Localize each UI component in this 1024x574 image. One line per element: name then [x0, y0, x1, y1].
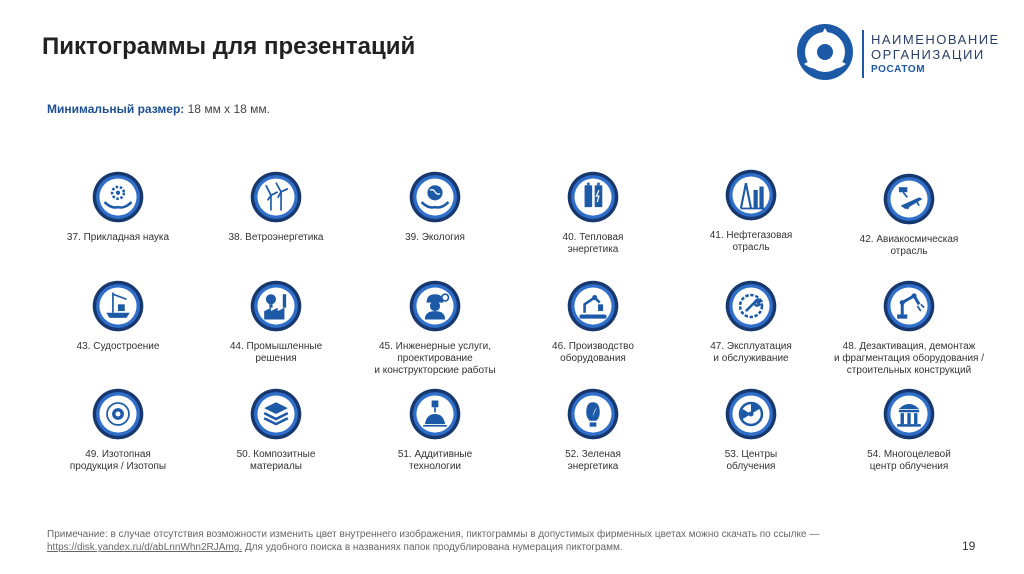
rosatom-logo-icon — [795, 22, 855, 82]
wrench-gear-icon — [724, 279, 778, 333]
pictogram-item — [350, 279, 520, 377]
radiation-center-icon — [724, 387, 778, 441]
engineer-icon — [408, 279, 462, 333]
battery-icon — [566, 170, 620, 224]
pictogram-item — [824, 387, 994, 473]
pictogram-label: 49. Изотопная продукция / Изотопы — [69, 449, 167, 472]
min-size-value: 18 мм х 18 мм. — [184, 102, 270, 116]
pictogram-item — [33, 170, 203, 244]
satellite-plane-icon — [882, 172, 936, 226]
pictogram-item — [666, 387, 836, 473]
leaf-bulb-icon — [566, 387, 620, 441]
page-title: Пиктограммы для презентаций — [42, 33, 416, 60]
pictogram-label: 39. Экология — [405, 232, 465, 243]
pictogram-label: 47. Эксплуатация и обслуживание — [710, 341, 792, 364]
pictogram-item — [508, 387, 678, 473]
pictogram-item — [33, 279, 203, 353]
pictogram-label: 46. Производство оборудования — [552, 341, 634, 364]
printer-3d-icon — [408, 387, 462, 441]
organization-logo — [795, 22, 1000, 84]
pictogram-item — [350, 170, 520, 244]
robot-arm-icon — [882, 279, 936, 333]
download-link[interactable]: https://disk.yandex.ru/d/abLnnWhn2RJAmg. — [47, 542, 243, 553]
pictogram-label: 51. Аддитивные технологии — [397, 449, 473, 472]
pictogram-item — [666, 279, 836, 365]
logo-line-3: РОСАТОМ — [871, 64, 926, 75]
pictogram-label: 44. Промышленные решения — [229, 341, 323, 364]
pictogram-label: 50. Композитные материалы — [236, 449, 316, 472]
footnote-text-2: Для удобного поиска в названиях папок продублирована нумерация пиктограмм. — [242, 542, 623, 553]
footnote-text: Примечание: в случае отсутствия возможности изменить цвет внутреннего изображения, пиктограммы в допустимых фирменных цветах можно скачать по ссылке — — [47, 529, 820, 540]
robot-arm-conveyor-icon — [566, 279, 620, 333]
footnote — [47, 528, 927, 554]
logo-line-2: ОРГАНИЗАЦИИ — [871, 47, 985, 62]
pictogram-item — [191, 387, 361, 473]
pictogram-item — [824, 172, 994, 258]
ship-crane-icon — [91, 279, 145, 333]
layers-icon — [249, 387, 303, 441]
pictogram-label: 42. Авиакосмическая отрасль — [859, 234, 959, 257]
isotope-icon — [91, 387, 145, 441]
min-size-label: Минимальный размер: — [47, 102, 185, 116]
pictogram-label: 45. Инженерные услуги, проектирование и конструкторские работы — [374, 341, 496, 376]
pictogram-label: 37. Прикладная наука — [66, 232, 170, 243]
pictogram-item — [508, 170, 678, 256]
pictogram-item — [508, 279, 678, 365]
pictogram-label: 53. Центры облучения — [724, 449, 778, 472]
min-size-line — [47, 102, 270, 116]
pictogram-item — [33, 387, 203, 473]
pictogram-label: 40. Тепловая энергетика — [562, 232, 624, 255]
page-number: 19 — [962, 539, 976, 553]
gear-hands-icon — [91, 170, 145, 224]
pictogram-item — [191, 279, 361, 365]
factory-bulb-icon — [249, 279, 303, 333]
reactor-building-icon — [882, 387, 936, 441]
pictogram-item — [824, 279, 994, 377]
pictogram-item — [350, 387, 520, 473]
pictogram-label: 43. Судостроение — [76, 341, 160, 352]
wind-turbine-icon — [249, 170, 303, 224]
pictogram-label: 48. Дезактивация, демонтаж и фрагментация оборудования / строительных конструкций — [833, 341, 985, 376]
pictogram-label: 41. Нефтегазовая отрасль — [709, 230, 793, 253]
logo-text — [871, 32, 1000, 77]
pictogram-label: 38. Ветроэнергетика — [228, 232, 324, 243]
logo-divider — [862, 30, 864, 78]
pictogram-item — [191, 170, 361, 244]
globe-hands-icon — [408, 170, 462, 224]
oil-rig-icon — [724, 168, 778, 222]
logo-line-1: НАИМЕНОВАНИЕ — [871, 32, 1000, 47]
pictogram-label: 54. Многоцелевой центр облучения — [867, 449, 951, 472]
pictogram-label: 52. Зеленая энергетика — [565, 449, 621, 472]
pictogram-item — [666, 168, 836, 254]
